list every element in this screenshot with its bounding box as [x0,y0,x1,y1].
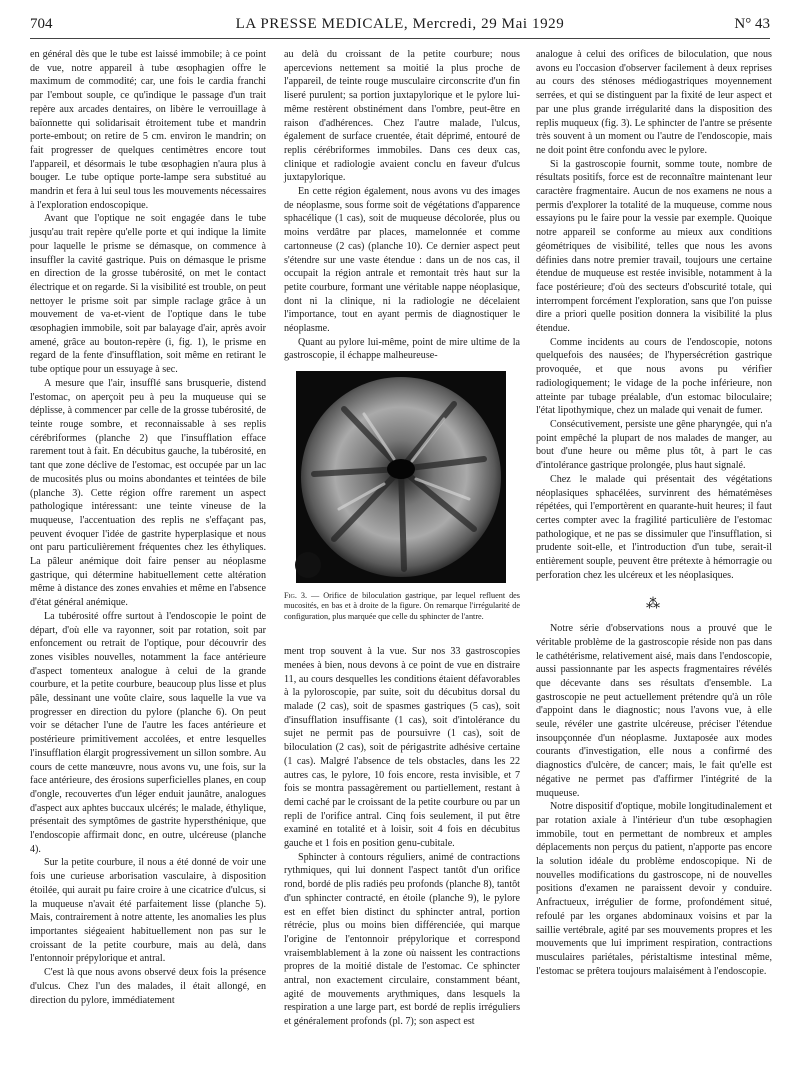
paragraph: au delà du croissant de la petite courbure; nous apercevions nettement sa moitié la plus proche de l'appareil, de teinte rouge musculaire circonscrite d'un fin liseré purulent; sa portion juxtapylorique et le pylore lui-même restèrent obstinément dans l'ombre, peut-être en raison d'adhérences. Chez l'autre malade, l'ulcus, également de surface cruentée, était déprimé, entouré de replis cérébriformes immobiles. Dans ces deux cas, clinique et radiologie avaient conclu en faveur d'ulcus juxtapylorique. [284,49,520,184]
figure-caption-text: — Orifice de biloculation gastrique, par lequel refluent des mucosités, en bas et à droite de la figure. On remarque l'irrégularité de configuration, plus marquée que celle du sphincter de l'antre. [284,591,520,621]
page-header [30,14,770,39]
issue-number: N° 43 [734,16,770,32]
issue-date: Mercredi, 29 Mai 1929 [412,16,565,32]
paragraph: Avant que l'optique ne soit engagée dans le tube jusqu'au trait repère qu'elle porte et qui indique la limite pour laquelle le prisme se démasque, on commence à insuffler la cavité gastrique. Puis on démasque le prisme en direction de la grosse tubérosité, on met le contact électrique et on regarde. Si la visibilité est trouble, on peut nettoyer le prisme soit par simple raclage grâce à un mouvement de va-et-vient de l'optique dans le tube œsophagien immobile, soit par balayage d'air, après avoir amené, grâce au bouton-repère (i, fig. 1), le prisme en regard de la fente d'insufflation, soit même en retirant le tube optique pour un essuyage à sec. [30,213,267,376]
paragraph: La tubérosité offre surtout à l'endoscopie le point de départ, d'où elle va rayonner, soit par rotation, soit par enfoncement ou retrait de l'optique, pour découvrir des zones visibles nouvelles, notamment la face antérieure d'aspect tomenteux analogue à celui de la grande courbure, et la petite courbure, beaucoup plus lisse et plus pâle, dessinant une voûte claire, sous laquelle la vue va progresser en direction du pylore (planche 6). On peut voir se détacher l'une de l'autre les faces antérieure et postérieure primitivement accolées, et entre lesquelles l'insufflation élargit progressivement un sillon sombre. Au cours de cette manœuvre, nous avons vu, une fois, sur la face antérieure, des érosions superficielles planes, en coup d'ongle, recouvertes d'un léger enduit jaunâtre, analogues d'aspect aux aphtes buccaux ulcérés; le malade, éthylique, présentait des symptômes de gastrite hypersthénique, que l'endoscopie affirmait donc, en outre, ulcéreuse (planche 4). [30,610,266,855]
paragraph: Consécutivement, persiste une gêne pharyngée, qui n'a point empêché la plupart de nos malades de manger, au bout d'une heure ou même plus tôt, à part le cas d'intolérance gastrique prolongée, plus haut signalé. [536,418,772,472]
figure-label: Fig. 3. [284,591,308,601]
paragraph: Chez le malade qui présentait des végétations néoplasiques sphacélées, survinrent des hématémèses répétées, qui l'emportèrent en quarante-huit heures; il faut certes compter avec la fragilité particulière de l'estomac pathologique, et ne pas se dissimuler que l'insufflation, si prudente soit-elle, et l'introduction d'un tube, serait-il entièrement souple, peuvent être prétexte à hémorragie ou perforation chez les ulcéreux et les néoplasiques. [536,473,772,581]
section-separator-asterism: ⁂ [646,597,662,613]
paragraph: analogue à celui des orifices de biloculation, que nous avons eu l'occasion d'observer facilement à deux reprises au cours des sténoses médiogastriques moyennement serrées, et qui se distinguent par la fixité de leur aspect et par une plus grande irrégularité dans la disposition des replis muqueux (fig. 3). Le sphincter de l'antre se présente très souvent à un moment ou l'autre de l'endoscopie, mais ne doit point être confondu avec le pylore. [536,49,772,156]
paragraph: Notre dispositif d'optique, mobile longitudinalement et par rotation axiale à l'intérieur d'un tube œsophagien immobile, tout en permettant de nombreux et amples déplacements non perçus du patient, n'apporte pas encore la solution idéale du problème endoscopique. Ni de nouvelles modifications du gastroscope, ni de nouvelles positions d'examen ne paraissent devoir y conduire. Anfractueux, irrégulier de forme, profondément situé, refoulé par les organes abdominaux voisins et par la saillie vertébrale, agité par ses mouvements propres et les mouvements que lui impriment respiration, contractions musculaires pariétales, péristaltisme intestinal même, l'estomac se prêtera toujours malaisément à l'endoscopie. [536,801,772,977]
endoscopic-image [284,369,520,587]
column-left [30,48,266,1007]
paragraph: En cette région également, nous avons vu des images de néoplasme, sous forme soit de végétations d'apparence sphacélique (1 cas), soit de muqueuse décolorée, plus ou moins verdâtre par places, mamelonnée et comme cartonneuse (2 cas) (planche 10). Ce dernier aspect peut s'étendre sur une vaste étendue : dans un de nos cas, il occupait la région antrale et remontait très haut sur la petite courbure, formant une véritable nappe néoplasique, dont ni la clinique, ni la radiologie ne décelaient l'importance, tout en ayant permis de diagnostiquer le néoplasme. [284,186,520,335]
figure-endoscopic-photo [284,369,520,639]
column-middle [284,48,520,1029]
paragraph: Quant au pylore lui-même, point de mire ultime de la gastroscopie, il échappe malheureuse- [284,336,520,362]
paragraph: en général dès que le tube est laissé immobile; à ce point de vue, notre appareil à tube œsophagien offre le maximum de commodité; car, une fois le cardia franchi par l'embout souple, ce qu'indique le passage d'un trait repère aux arcades dentaires, on libère le verrouillage à baïonnette qui solidarisait étroitement tube et mandrin porte-embout; on retire de 5 cm. environ le mandrin; on fait progresser de quelques centimètres encore tout l'appareil, et désormais le tube œsophagien n'aura plus à bouger. Le tube optique porte-lampe sera substitué au mandrin et fera à lui seul tous les mouvements nécessaires à l'exploration endoscopique. [30,49,266,211]
paragraph: Comme incidents au cours de l'endoscopie, notons quelquefois des nausées; de l'hypersécrétion gastrique provoquée, et que nous avons pu vérifier radiologiquement; le vidage de la poche inférieure, non atteinte par tubage préalable, d'un estomac biloculaire; l'état lipothymique, chez un malade qui venait de fumer. [536,336,772,417]
paragraph: A mesure que l'air, insufflé sans brusquerie, distend l'estomac, on aperçoit peu à peu la muqueuse qui se déplisse, à commencer par celle de la grosse tubérosité, de teinte rouge sombre, et reconnaissable à ses replis cérébriformes (planche 2) que l'insufflation efface rarement tout à fait. En décubitus gauche, la tubérosité, en tant que zone déclive de l'estomac, est occupée par un lac de mucosités plus ou moins abondantes et teintées de bile (planche 3). Cette région offre rarement un aspect pathologique intéressant: une teinte vineuse de la muqueuse, l'accentuation des replis ne s'effaçant pas, peuvent évoquer l'idée de gastrite hyperplasique et nous ont paru particulièrement fréquentes chez les éthyliques. La pâleur anémique doit faire penser au néoplasme gastrique, qui détermine habituellement cette altération même à distance des zones envahies et même en l'absence d'état général anémique. [30,377,266,609]
paragraph: ment trop souvent à la vue. Sur nos 33 gastroscopies menées à bien, nous devons à ce point de vue en distraire 11, au cours desquelles les conditions étaient défavorables à la pyloroscopie, par suite, soit du décubitus dorsal du malade (2 cas), soit de spasmes gastriques (5 cas), soit d'insufflation insuffisante (1 cas), soit d'intolérance du sujet ne permit pas de poursuivre (1 cas), soit de biloculation (2 cas), soit de périgastrite adhésive certaine (1 cas). Malgré l'absence de tels obstacles, dans les 22 autres cas, le pylore, 10 fois encore, resta invisible, et 7 fois se montra passagèrement ou partiellement, restant à demi caché par le croissant de la petite courbure ou par un repli de l'orifice antral. Cinq fois seulement, il put être examiné en totalité et à loisir, soit 4 fois en décubitus gauche et 1 fois en position genu-cubitale. [284,646,520,850]
paragraph: C'est là que nous avons observé deux fois la présence d'ulcus. Chez l'un des malades, il était allongé, en direction du pylore, immédiatement [30,967,266,1006]
paragraph: Si la gastroscopie fournit, somme toute, nombre de résultats positifs, force est de reconnaître maintenant leur caractère fragmentaire. Aucun de nos examens ne nous a permis d'explorer la totalité de la muqueuse, comme nous essayions pu le faire pour la vessie par exemple. Quoique notre appareil se conforme au mieux aux conditions géométriques de visibilité, telles que nous les avons définies dans notre premier travail, toujours une certaine étendue de muqueuse est restée invisible, notamment à la face postérieure; d'où des secteurs d'obscurité totale, qui interrompent forcément l'exploration, sans que l'on puisse dire a priori quelle position donnera la visibilité la plus étendue. [536,158,772,335]
journal-title-line [30,16,770,33]
paragraph: Sur la petite courbure, il nous a été donné de voir une fois une curieuse arborisation vasculaire, à disposition étoilée, qui aurait pu faire croire à une cicatrice d'ulcus, si la muqueuse n'avait été parfaitement lisse (planche 5). Mais, contrairement à notre attente, les anomalies les plus importantes siégeaient habituellement non pas sur le croissant de la petite courbure, mais au delà, dans l'entonnoir prépylorique et antral. [30,857,266,965]
page-number: 704 [30,16,53,32]
journal-name: LA PRESSE MEDICALE, [235,16,409,32]
figure-caption [284,591,520,622]
paragraph: Notre série d'observations nous a prouvé que le véritable problème de la gastroscopie réside non pas dans le cathétérisme, relativement aisé, mais dans l'endoscopie, aussi passionnante par les aspects fragmentaires révélés que décevante dans ses résultats d'ensemble. La gastroscopie ne peut actuellement prétendre qu'à un rôle d'appoint dans le diagnostic; nous l'avons vue, à elle seule, révéler une gastrite ulcéreuse, préciser l'étendue insoupçonnée d'un néoplasme. Juxtaposée aux modes courants d'investigation, elle nous a confirmé des diagnostics d'ulcère, de cancer; mais, le fait qu'elle est négative ne permet pas d'affirmer l'intégrité de la muqueuse. [536,623,772,799]
paragraph: Sphincter à contours réguliers, animé de contractions rythmiques, qui lui donnent l'aspect tantôt d'un orifice rond, bordé de plis radiés peu profonds (planche 8), tantôt d'un sphincter contracté, en étoile (planche 9), le pylore est en effet bien distinct du sphincter antral, portion rétrécie, plus ou moins bien différenciée, qui marque l'origine de l'entonnoir prépylorique et correspond vraisemblablement à la zone où naissent les contractions propres de la moitié distale de l'estomac. Ce sphincter antral, non exactement circulaire, constamment béant, agité de mouvements arythmiques, dans lesquels la respiration a une large part, est bordé de replis irréguliers et généralement profonds (pl. 7); son aspect est [284,851,520,1028]
column-right [536,48,772,978]
